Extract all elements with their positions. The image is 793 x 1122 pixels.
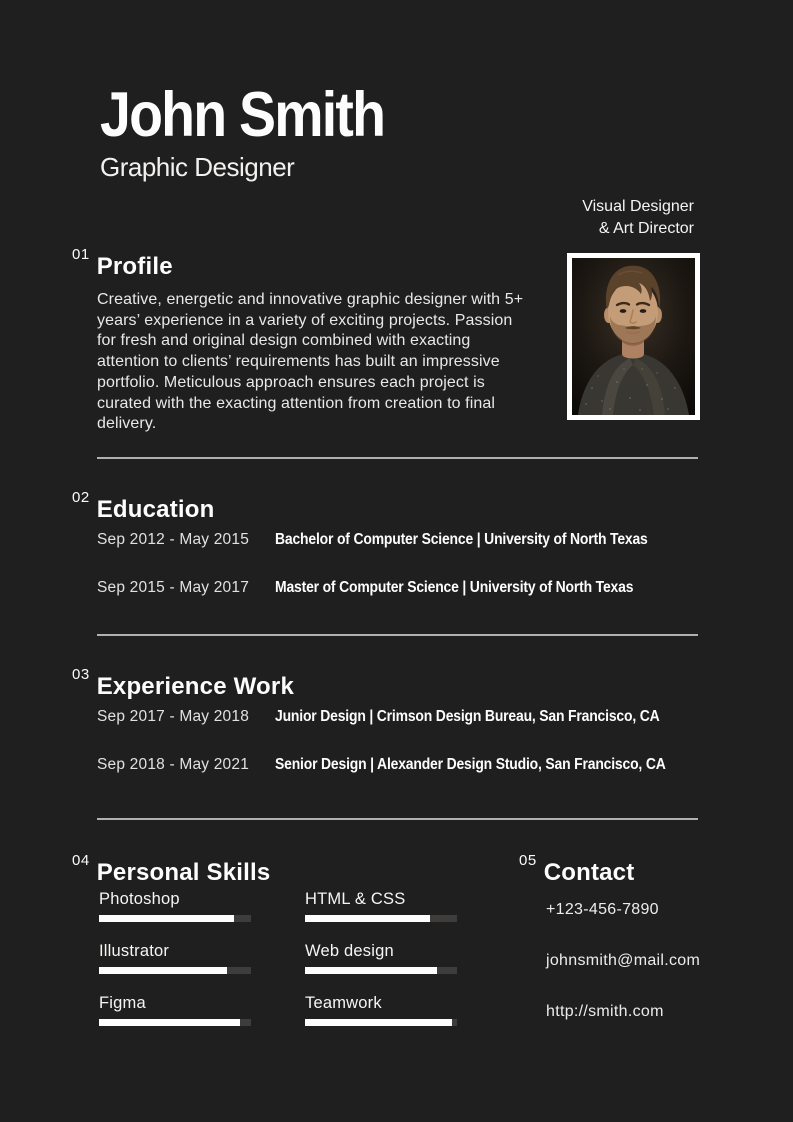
- skill-bar-track: [99, 915, 251, 922]
- section-divider: [97, 457, 698, 459]
- section-divider: [97, 634, 698, 636]
- skill-bar-fill: [305, 967, 437, 974]
- skill-label: Web design: [305, 942, 394, 960]
- section-number: 01: [72, 246, 90, 263]
- skill-item: [99, 994, 251, 1026]
- experience-detail: Junior Design | Crimson Design Bureau, San Francisco, CA: [275, 708, 660, 725]
- experience-row: [97, 708, 702, 726]
- skill-item: [305, 942, 457, 974]
- contact-list: [546, 901, 700, 1054]
- skill-label: Teamwork: [305, 994, 382, 1012]
- profile-text: Creative, energetic and innovative graphic designer with 5+ years’ experience in a variety of exciting projects. Passion for fresh and original design combined with exacting attention to clients’ requirements has built an impressive portfolio. Meticulous approach ensures each project is curated with the exacting attention from creation to final delivery.: [97, 291, 524, 433]
- skill-item: [305, 994, 457, 1026]
- experience-detail: Senior Design | Alexander Design Studio, San Francisco, CA: [275, 756, 666, 773]
- skill-bar-track: [99, 1019, 251, 1026]
- education-row: [97, 579, 673, 597]
- education-date: Sep 2015 - May 2017: [97, 579, 250, 596]
- person-name: John Smith: [100, 80, 385, 150]
- skill-bar-fill: [99, 1019, 240, 1026]
- skill-label: Photoshop: [99, 890, 180, 908]
- section-title: Education: [96, 496, 215, 523]
- skill-label: Figma: [99, 994, 146, 1012]
- skill-bar-fill: [305, 1019, 452, 1026]
- skill-bar-fill: [99, 915, 234, 922]
- skill-bar-track: [305, 1019, 457, 1026]
- skill-item: [99, 890, 251, 922]
- profile-photo: [567, 253, 700, 420]
- skill-item: [305, 890, 457, 922]
- section-heading-skills: [72, 852, 270, 887]
- education-detail: Master of Computer Science | University of North Texas: [275, 579, 634, 596]
- contact-email: johnsmith@mail.com: [546, 952, 701, 969]
- section-number: 04: [72, 852, 90, 869]
- skills-column-left: [99, 890, 251, 1046]
- contact-website: http://smith.com: [546, 1003, 664, 1020]
- experience-date: Sep 2018 - May 2021: [97, 756, 250, 773]
- contact-phone: +123-456-7890: [546, 901, 659, 918]
- skill-label: Illustrator: [99, 942, 170, 960]
- section-title: Experience Work: [96, 673, 294, 700]
- skill-bar-track: [305, 915, 457, 922]
- section-number: 02: [72, 489, 90, 506]
- skill-bar-track: [305, 967, 457, 974]
- section-heading-profile: [72, 246, 173, 281]
- education-date: Sep 2012 - May 2015: [97, 531, 250, 548]
- skill-bar-track: [99, 967, 251, 974]
- skills-column-right: [305, 890, 457, 1046]
- section-title: Profile: [96, 253, 173, 280]
- skill-item: [99, 942, 251, 974]
- section-heading-experience: [72, 666, 294, 701]
- tagline-line-2: & Art Director: [598, 219, 694, 237]
- person-role: Graphic Designer: [100, 152, 295, 182]
- section-divider: [97, 818, 698, 820]
- section-heading-contact: [519, 852, 634, 887]
- experience-row: [97, 756, 709, 774]
- skill-bar-fill: [305, 915, 430, 922]
- section-number: 05: [519, 852, 537, 869]
- education-row: [97, 531, 689, 549]
- tagline-line-1: Visual Designer: [582, 198, 694, 215]
- skill-label: HTML & CSS: [305, 890, 406, 908]
- skill-bar-fill: [99, 967, 227, 974]
- section-title: Contact: [543, 859, 635, 886]
- section-number: 03: [72, 666, 90, 683]
- portrait-illustration: [572, 258, 695, 415]
- experience-date: Sep 2017 - May 2018: [97, 708, 250, 725]
- education-detail: Bachelor of Computer Science | University of North Texas: [275, 531, 648, 548]
- tagline: [582, 196, 694, 239]
- section-heading-education: [72, 489, 215, 524]
- section-title: Personal Skills: [96, 859, 271, 886]
